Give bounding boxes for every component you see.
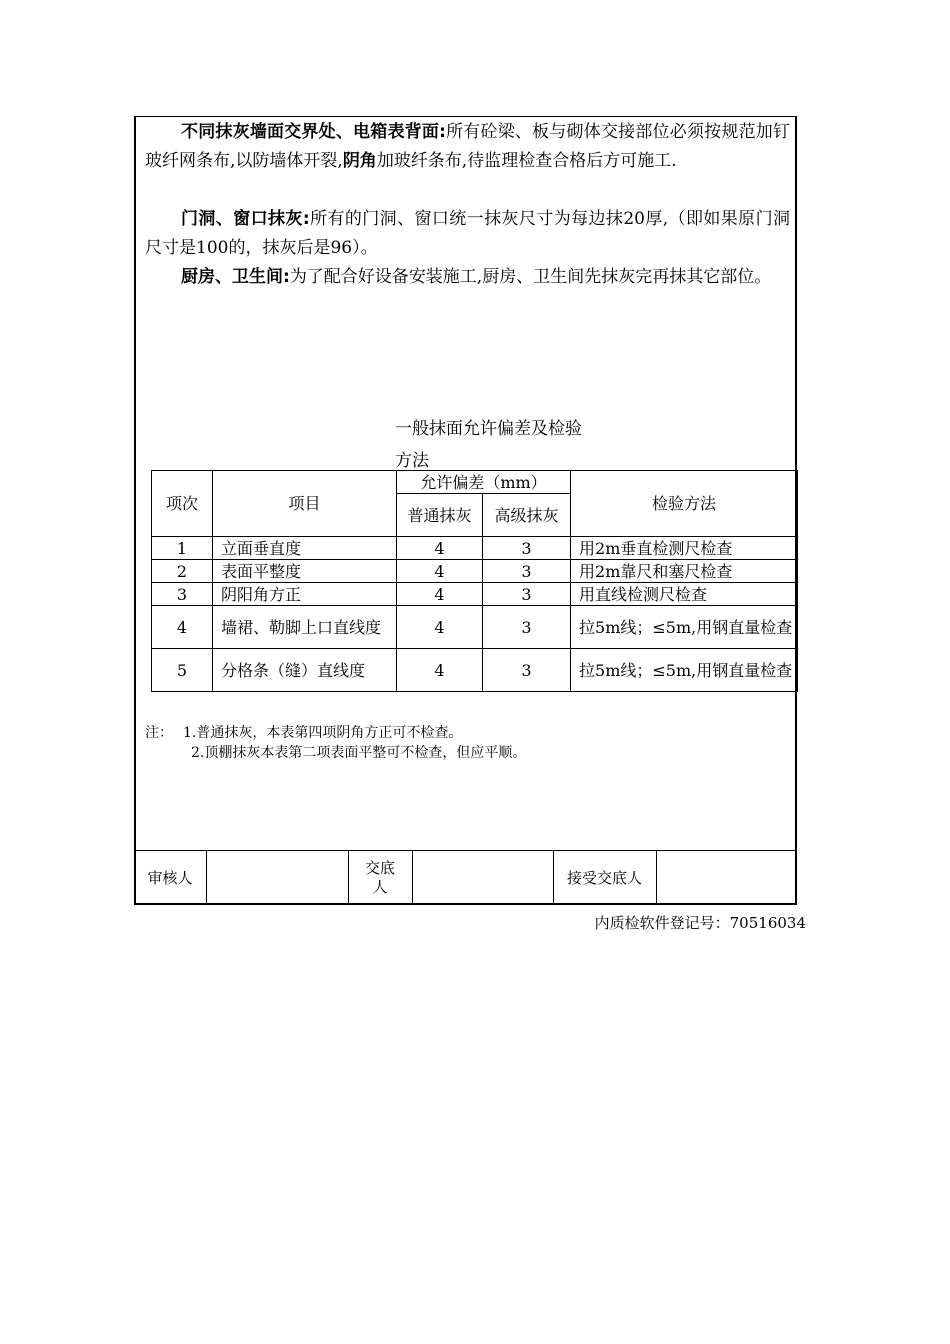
notes-line-2: 2.顶棚抹灰本表第二项表面平整可不检查，但应平顺。 [191,745,527,761]
row-method: 用直线检测尺检查 [571,583,798,606]
row-method: 拉5m线；≤5m,用钢直量检查 [571,606,798,649]
row-method: 拉5m线；≤5m,用钢直量检查 [571,649,798,692]
heading-door-window: 门洞、窗口抹灰: [181,209,310,229]
text-kitchen-bath: 为了配合好设备安装施工,厨房、卫生间先抹灰完再抹其它部位。 [289,267,772,287]
row-item: 分格条（缝）直线度 [213,649,397,692]
header-method: 检验方法 [571,471,798,537]
notes-line-1 [145,722,462,742]
signature-row [134,850,797,905]
notes-label: 注： [145,725,173,741]
table-row [152,583,798,606]
row-no: 3 [152,583,213,606]
row-method: 用2m靠尺和塞尺检查 [571,560,798,583]
discloser-field[interactable] [412,851,553,905]
table-title-cont: 方法 [395,451,429,471]
row-high: 3 [483,537,571,560]
row-item: 阴阳角方正 [213,583,397,606]
row-item: 墙裙、勒脚上口直线度 [213,606,397,649]
header-item: 项目 [213,471,397,537]
row-item: 立面垂直度 [213,537,397,560]
row-item: 表面平整度 [213,560,397,583]
heading-inner-corner: 阴角 [342,151,377,171]
table-row [152,560,798,583]
receiver-label: 接受交底人 [566,868,642,887]
text-wall-junction: 所有砼梁、板与砌体交接部位必须按规范加钉玻纤网条布,以防墙体开裂, [145,122,790,171]
paragraph-kitchen-bath [145,263,790,292]
row-normal: 4 [397,560,483,583]
row-no: 1 [152,537,213,560]
row-no: 5 [152,649,213,692]
heading-kitchen-bath: 厨房、卫生间: [181,267,290,287]
row-no: 4 [152,606,213,649]
row-normal: 4 [397,583,483,606]
row-high: 3 [483,560,571,583]
deviation-table [151,470,798,692]
paragraph-door-window [145,205,790,263]
header-high: 高级抹灰 [483,494,571,537]
header-index: 项次 [152,471,213,537]
table-title: 一般抹面允许偏差及检验 [395,419,582,439]
registration-footer: 内质检软件登记号：70516034 [594,914,806,932]
receiver-field[interactable] [656,851,795,905]
row-no: 2 [152,560,213,583]
table-row [152,537,798,560]
reviewer-field[interactable] [206,851,348,905]
header-normal: 普通抹灰 [397,494,483,537]
note-1: 1.普通抹灰，本表第四项阴角方正可不检查。 [183,725,463,741]
header-deviation: 允许偏差（mm） [397,471,571,494]
row-normal: 4 [397,537,483,560]
heading-wall-junction: 不同抹灰墙面交界处、电箱表背面: [181,122,446,142]
row-high: 3 [483,606,571,649]
paragraph-wall-junction [145,118,790,176]
discloser-label: 交底人 [364,859,395,896]
text-inner-corner: 加玻纤条布,待监理检查合格后方可施工. [376,151,677,171]
table-row [152,649,798,692]
row-normal: 4 [397,649,483,692]
row-high: 3 [483,583,571,606]
row-normal: 4 [397,606,483,649]
reviewer-label: 审核人 [147,868,193,887]
text-door-window: 所有的门洞、窗口统一抹灰尺寸为每边抹20厚,（即如果原门洞尺寸是100的，抹灰后是96）。 [145,209,790,258]
row-method: 用2m垂直检测尺检查 [571,537,798,560]
table-row [152,606,798,649]
row-high: 3 [483,649,571,692]
